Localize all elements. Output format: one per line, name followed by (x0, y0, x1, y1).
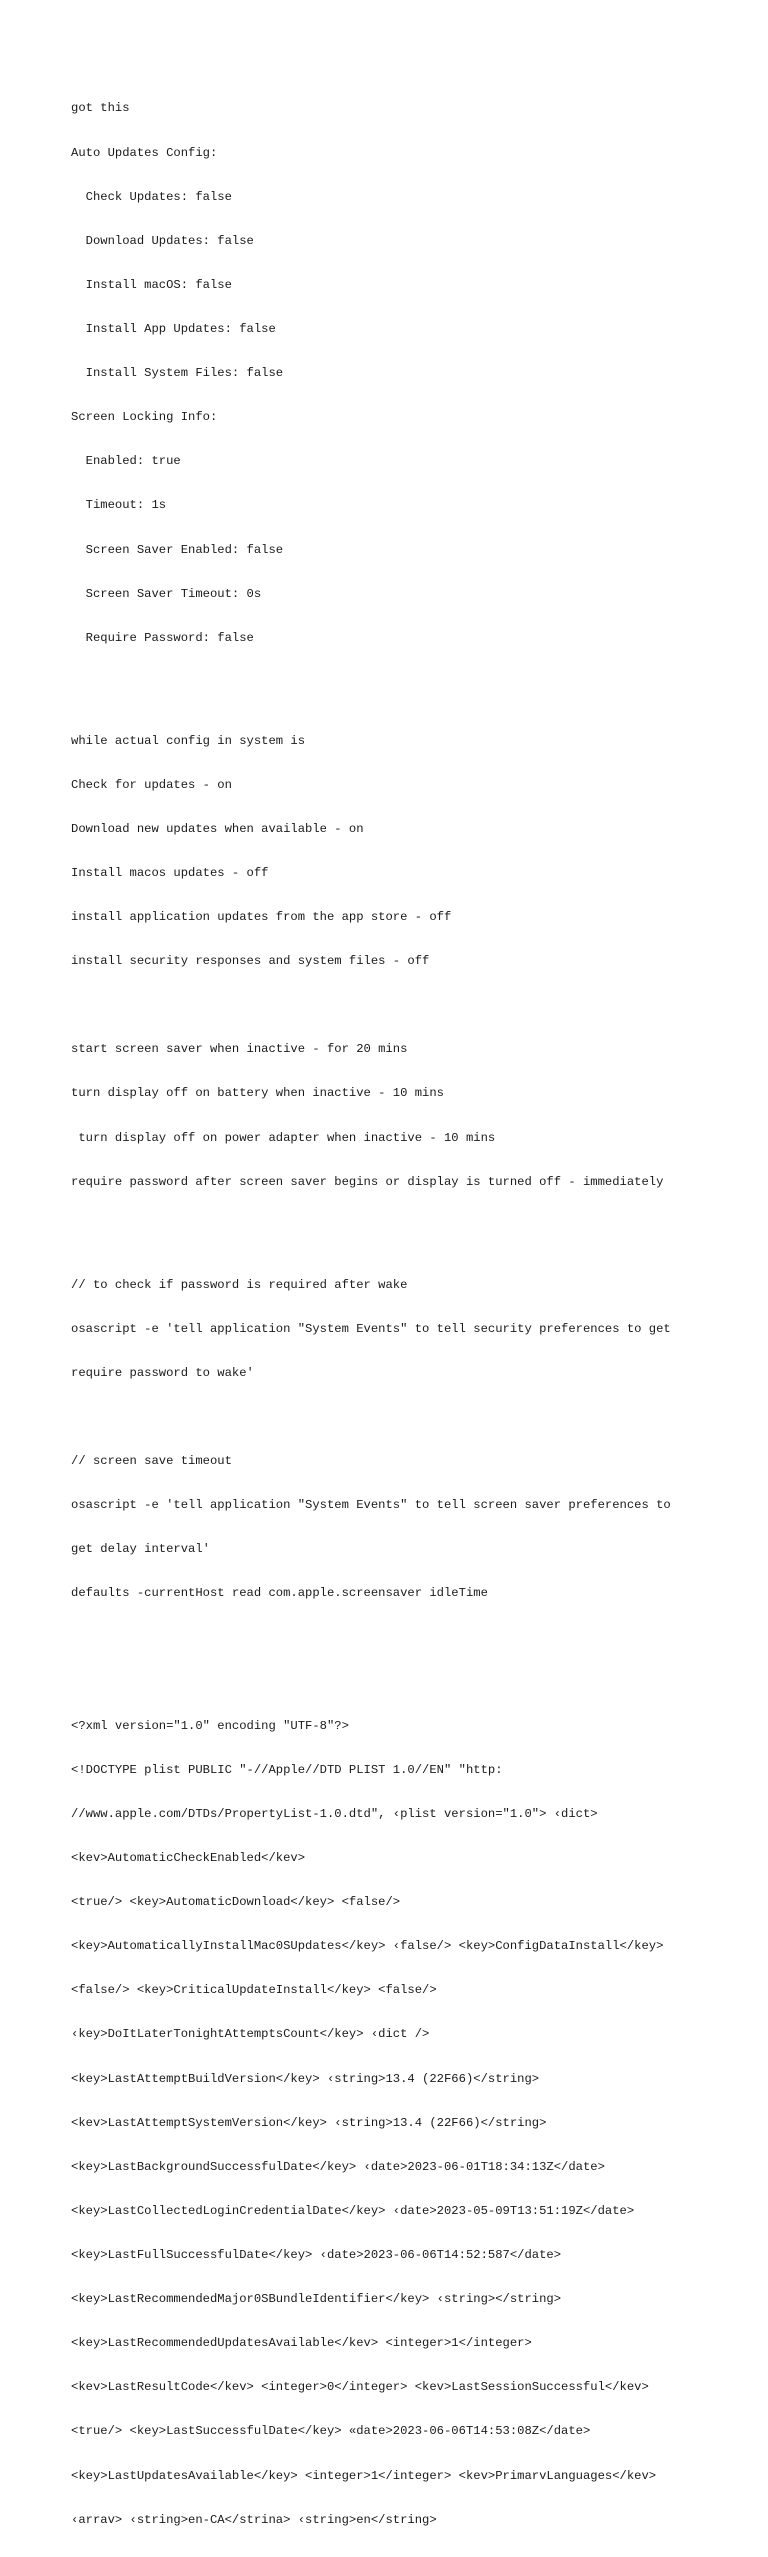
plist-line: <key>LastFullSuccessfulDate</key> ‹date>2023-06-06T14:52:587</date> (71, 2247, 562, 2262)
text-line: while actual config in system is (71, 733, 306, 748)
spacer (71, 1219, 731, 1248)
plist-line: <key>AutomaticallyInstallMac0SUpdates</key> ‹false/> <key>ConfigDataInstall</key> (71, 1939, 664, 1954)
text-line: Enabled: true (71, 454, 181, 469)
text-line: Screen Saver Enabled: false (71, 542, 284, 557)
spacer (71, 1410, 731, 1425)
password-check-command (71, 1248, 731, 1410)
text-line: install security responses and system files - off (71, 954, 430, 969)
plist-line: ‹key>DoItLaterTonightAttemptsCount</key> ‹dict /> (71, 2027, 430, 2042)
code-line: defaults -currentHost read com.apple.screensaver idleTime (71, 1586, 488, 1601)
plist-line: <!DOCTYPE plist PUBLIC "-//Apple//DTD PLIST 1.0//EN" "http: (71, 1762, 503, 1777)
screensaver-timeout-command (71, 1425, 731, 1631)
code-line: require password to wake' (71, 1365, 254, 1380)
plist-line: <key>LastCollectedLoginCredentialDate</key> ‹date>2023-05-09T13:51:19Z</date> (71, 2203, 635, 2218)
plist-line: <key>LastAttemptBuildVersion</key> ‹string>13.4 (22F66)</string> (71, 2071, 540, 2086)
code-line: osascript -e 'tell application "System Events" to tell security preferences to get (71, 1321, 671, 1336)
text-line: start screen saver when inactive - for 20 mins (71, 1042, 408, 1057)
plist-line: <key>LastRecommendedMajor0SBundleIdentifier</key> ‹string></string> (71, 2292, 562, 2307)
text-line: Require Password: false (71, 630, 254, 645)
actual-config-notes (71, 704, 731, 998)
spacer (71, 675, 731, 704)
code-line: osascript -e 'tell application "System Events" to tell screen saver preferences to (71, 1498, 671, 1513)
text-line: turn display off on battery when inactive - 10 mins (71, 1086, 444, 1101)
text-line: Check Updates: false (71, 189, 232, 204)
text-line: Download new updates when available - on (71, 821, 364, 836)
text-line: Timeout: 1s (71, 498, 167, 513)
code-line: get delay interval' (71, 1542, 210, 1557)
screen-saver-notes (71, 1013, 731, 1219)
text-line: Install System Files: false (71, 366, 284, 381)
text-line: Screen Saver Timeout: 0s (71, 586, 262, 601)
plist-line: <key>LastRecommendedUpdatesAvailable</kev> <integer>1</integer> (71, 2336, 532, 2351)
text-line: Auto Updates Config: (71, 145, 218, 160)
text-line: Install macOS: false (71, 277, 232, 292)
document-page (71, 72, 731, 2557)
text-line: Check for updates - on (71, 777, 232, 792)
auto-updates-output (71, 72, 731, 675)
plist-line: <kev>AutomaticCheckEnabled</kev> (71, 1851, 306, 1865)
plist-line: <kev>LastAttemptSystemVersion</key> ‹string>13.4 (22F66)</string> (71, 2115, 547, 2130)
text-line: require password after screen saver begins or display is turned off - immediately (71, 1174, 664, 1189)
plist-line: <key>LastBackgroundSuccessfulDate</key> ‹date>2023-06-01T18:34:13Z</date> (71, 2159, 605, 2174)
text-line: install application updates from the app store - off (71, 910, 452, 925)
spacer (71, 1630, 731, 1689)
text-line: got this (71, 101, 130, 116)
code-comment: // to check if password is required after wake (71, 1277, 408, 1292)
plist-line: <?xml version="1.0" encoding "UTF-8"?> (71, 1718, 349, 1733)
plist-dump (71, 1689, 731, 2556)
text-line: Install macos updates - off (71, 865, 269, 880)
plist-line: <key>LastUpdatesAvailable</key> <integer>1</integer> <kev>PrimarvLanguages</kev> (71, 2468, 657, 2483)
plist-line: ‹arrav> ‹string>en-CA</strina> ‹string>en</string> (71, 2512, 437, 2527)
plist-line: //www.apple.com/DTDs/PropertyList-1.0.dtd", ‹plist version="1.0"> ‹dict> (71, 1806, 598, 1821)
spacer (71, 998, 731, 1013)
text-line: Screen Locking Info: (71, 410, 218, 425)
plist-line: <false/> <key>CriticalUpdateInstall</key> <false/> (71, 1983, 437, 1998)
text-line: turn display off on power adapter when inactive - 10 mins (71, 1130, 496, 1145)
code-comment: // screen save timeout (71, 1454, 232, 1469)
text-line: Download Updates: false (71, 233, 254, 248)
plist-line: <true/> <key>LastSuccessfulDate</key> «date>2023-06-06T14:53:08Z</date> (71, 2424, 591, 2439)
plist-line: <kev>LastResultCode</kev> <integer>0</integer> <kev>LastSessionSuccessful</kev> (71, 2380, 649, 2395)
text-line: Install App Updates: false (71, 321, 276, 336)
plist-line: <true/> <key>AutomaticDownload</key> <false/> (71, 1895, 401, 1910)
